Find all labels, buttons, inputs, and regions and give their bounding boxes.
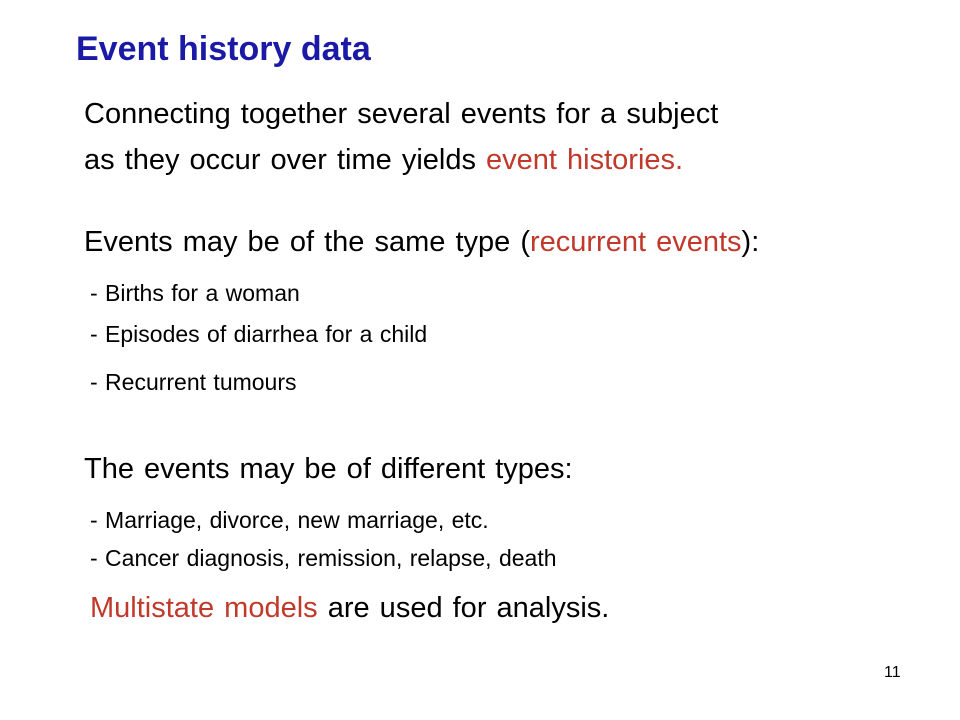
recurrent-heading-prefix: Events may be of the same type ( bbox=[84, 226, 530, 258]
different-heading: The events may be of different types: bbox=[84, 453, 573, 485]
recurrent-heading-suffix: ): bbox=[741, 226, 760, 258]
recurrent-heading bbox=[84, 226, 759, 259]
recurrent-example-item: - Recurrent tumours bbox=[90, 369, 297, 395]
different-example-item: - Cancer diagnosis, remission, relapse, death bbox=[90, 545, 557, 571]
page-number: 11 bbox=[884, 664, 901, 681]
intro-line-2 bbox=[84, 144, 683, 177]
different-example-item: - Marriage, divorce, new marriage, etc. bbox=[90, 507, 489, 533]
intro-line-1-text: Connecting together several events for a subject bbox=[84, 98, 719, 130]
recurrent-example-item: - Births for a woman bbox=[90, 280, 300, 306]
conclusion-highlight-multistate-models: Multistate models bbox=[90, 592, 318, 624]
intro-line-2-text: as they occur over time yields bbox=[84, 144, 487, 176]
slide-title: Event history data bbox=[76, 30, 371, 68]
recurrent-heading-highlight: recurrent events bbox=[529, 226, 742, 258]
recurrent-example-item: - Episodes of diarrhea for a child bbox=[90, 321, 428, 347]
conclusion bbox=[90, 592, 609, 625]
intro-line-1 bbox=[84, 98, 718, 131]
conclusion-suffix: are used for analysis. bbox=[317, 592, 610, 624]
intro-highlight-event-histories: event histories. bbox=[486, 144, 684, 176]
